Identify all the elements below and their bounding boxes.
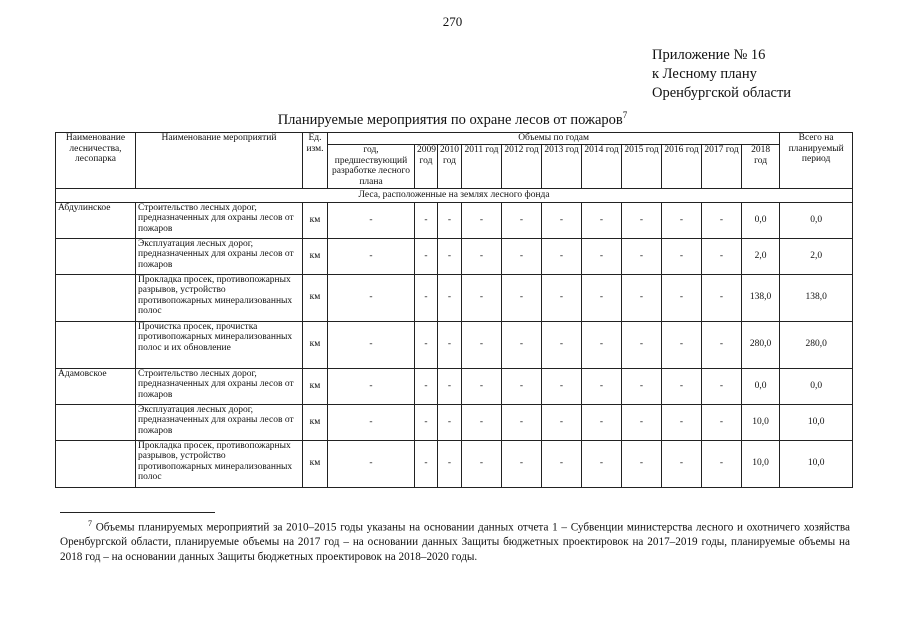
measure-cell: Эксплуатация лесных дорог, предназначенных для охраны лесов от пожаров: [136, 238, 303, 274]
appendix-line: Оренбургской области: [652, 85, 792, 101]
header-year: 2016 год: [662, 145, 702, 189]
year-value-cell: -: [582, 238, 622, 274]
year-value-cell: -: [582, 440, 622, 487]
forestry-cell: [56, 238, 136, 274]
year-value-cell: -: [622, 274, 662, 321]
table-row: [56, 368, 853, 404]
year-value-cell: -: [462, 404, 502, 440]
year-value-cell: -: [415, 238, 438, 274]
header-year: 2013 год: [542, 145, 582, 189]
year-value-cell: -: [502, 274, 542, 321]
year-value-cell: -: [415, 321, 438, 368]
prev-year-cell: -: [328, 404, 415, 440]
forestry-cell: [56, 321, 136, 368]
year-value-cell: -: [542, 202, 582, 238]
header-unit: Ед. изм.: [303, 133, 328, 189]
unit-cell: км: [303, 368, 328, 404]
header-year: 2011 год: [462, 145, 502, 189]
section-label: Леса, расположенные на землях лесного фонда: [56, 189, 853, 203]
unit-cell: км: [303, 202, 328, 238]
header-year: 2015 год: [622, 145, 662, 189]
year-value-cell: -: [622, 404, 662, 440]
year-value-cell: -: [415, 404, 438, 440]
year-value-cell: -: [438, 440, 462, 487]
prev-year-cell: -: [328, 368, 415, 404]
table-row: [56, 274, 853, 321]
header-year: 2010 год: [438, 145, 462, 189]
page-number: 270: [442, 14, 463, 29]
year-value-cell: -: [502, 238, 542, 274]
year-value-cell: -: [542, 404, 582, 440]
unit-cell: км: [303, 404, 328, 440]
year-value-cell: -: [662, 274, 702, 321]
prev-year-cell: -: [328, 440, 415, 487]
total-cell: 280,0: [780, 321, 853, 368]
year-value-cell: -: [415, 202, 438, 238]
year-value-cell: -: [502, 404, 542, 440]
forestry-cell: [56, 440, 136, 487]
footnote: [60, 517, 850, 564]
year-value-cell: -: [462, 321, 502, 368]
unit-cell: км: [303, 238, 328, 274]
year-value-cell: -: [662, 202, 702, 238]
table-row: [56, 202, 853, 238]
year-value-cell: -: [622, 238, 662, 274]
year-value-cell: -: [662, 440, 702, 487]
year-value-cell: -: [702, 404, 742, 440]
year-value-cell: -: [462, 202, 502, 238]
year-value-cell: -: [662, 321, 702, 368]
year-value-cell: -: [438, 238, 462, 274]
unit-cell: км: [303, 440, 328, 487]
measure-cell: Строительство лесных дорог, предназначенных для охраны лесов от пожаров: [136, 368, 303, 404]
year-value-cell: -: [702, 321, 742, 368]
header-measure: Наименование мероприятий: [136, 133, 303, 189]
year-value-cell: -: [662, 238, 702, 274]
year-value-cell: -: [542, 321, 582, 368]
year-value-cell: -: [662, 404, 702, 440]
year-value-cell: -: [462, 238, 502, 274]
table-row: [56, 238, 853, 274]
year-value-cell: -: [542, 238, 582, 274]
forestry-cell: Абдулинское: [56, 202, 136, 238]
year-value-cell: -: [702, 274, 742, 321]
year-value-cell: 0,0: [742, 368, 780, 404]
year-value-cell: 10,0: [742, 404, 780, 440]
header-forestry: Наименование лесничества, лесопарка: [56, 133, 136, 189]
header-year: 2014 год: [582, 145, 622, 189]
total-cell: 0,0: [780, 202, 853, 238]
measure-cell: Прокладка просек, противопожарных разрывов, устройство противопожарных минерализованных полос: [136, 440, 303, 487]
table-title: [0, 110, 905, 129]
total-cell: 2,0: [780, 238, 853, 274]
year-value-cell: -: [502, 368, 542, 404]
year-value-cell: 138,0: [742, 274, 780, 321]
header-total: Всего на планируемый период: [780, 133, 853, 189]
year-value-cell: -: [622, 368, 662, 404]
measure-cell: Прокладка просек, противопожарных разрывов, устройство противопожарных минерализованных полос: [136, 274, 303, 321]
table-row: [56, 440, 853, 487]
table-row: [56, 404, 853, 440]
year-value-cell: -: [542, 274, 582, 321]
year-value-cell: -: [702, 440, 742, 487]
year-value-cell: -: [622, 202, 662, 238]
prev-year-cell: -: [328, 274, 415, 321]
header-prev-year: год, предшествующий разработке лесного плана: [328, 145, 415, 189]
header-year: 2017 год: [702, 145, 742, 189]
year-value-cell: 0,0: [742, 202, 780, 238]
year-value-cell: -: [622, 440, 662, 487]
year-value-cell: -: [662, 368, 702, 404]
year-value-cell: -: [415, 368, 438, 404]
forestry-cell: Адамовское: [56, 368, 136, 404]
table-row: [56, 321, 853, 368]
total-cell: 138,0: [780, 274, 853, 321]
year-value-cell: -: [438, 274, 462, 321]
section-row: [56, 189, 853, 203]
prev-year-cell: -: [328, 321, 415, 368]
year-value-cell: -: [582, 368, 622, 404]
header-volumes: Объемы по годам: [328, 133, 780, 145]
total-cell: 10,0: [780, 440, 853, 487]
year-value-cell: -: [542, 440, 582, 487]
year-value-cell: -: [502, 321, 542, 368]
year-value-cell: -: [438, 404, 462, 440]
fire-protection-table-wrap: [55, 132, 852, 500]
year-value-cell: -: [702, 368, 742, 404]
footnote-text: Объемы планируемых мероприятий за 2010–2015 годы указаны на основании данных отчета 1 – Субвенции министерства лесного и охотничего хозяйства Оренбургской области, планируемые объемы на 2017 год – на основании данных Защиты бюджетных проектировок на 2017–2019 годы, планируемые объемы на 2018 год – на основании данных Защиты бюджетных проектировок на 2018–2020 годы.: [60, 521, 850, 563]
forestry-cell: [56, 274, 136, 321]
year-value-cell: -: [438, 368, 462, 404]
year-value-cell: -: [462, 440, 502, 487]
prev-year-cell: -: [328, 238, 415, 274]
total-cell: 10,0: [780, 404, 853, 440]
year-value-cell: -: [502, 440, 542, 487]
year-value-cell: -: [582, 404, 622, 440]
header-year: 2012 год: [502, 145, 542, 189]
year-value-cell: -: [582, 274, 622, 321]
year-value-cell: -: [415, 274, 438, 321]
appendix-heading: [652, 46, 791, 103]
year-value-cell: -: [702, 202, 742, 238]
year-value-cell: -: [622, 321, 662, 368]
header-year: 2009 год: [415, 145, 438, 189]
footnote-mark: 7: [88, 519, 92, 528]
year-value-cell: -: [438, 202, 462, 238]
appendix-line: к Лесному плану: [652, 66, 757, 82]
year-value-cell: -: [438, 321, 462, 368]
year-value-cell: -: [502, 202, 542, 238]
measure-cell: Строительство лесных дорог, предназначенных для охраны лесов от пожаров: [136, 202, 303, 238]
footnote-separator: [60, 512, 215, 513]
year-value-cell: -: [702, 238, 742, 274]
measure-cell: Прочистка просек, прочистка противопожарных минерализованных полос и их обновление: [136, 321, 303, 368]
year-value-cell: 10,0: [742, 440, 780, 487]
year-value-cell: 280,0: [742, 321, 780, 368]
year-value-cell: -: [582, 202, 622, 238]
footnote-ref: 7: [622, 110, 628, 120]
year-value-cell: -: [542, 368, 582, 404]
appendix-line: Приложение № 16: [652, 47, 766, 63]
unit-cell: км: [303, 274, 328, 321]
unit-cell: км: [303, 321, 328, 368]
measure-cell: Эксплуатация лесных дорог, предназначенных для охраны лесов от пожаров: [136, 404, 303, 440]
table-title-text: Планируемые мероприятия по охране лесов от пожаров: [277, 111, 623, 128]
header-year: 2018 год: [742, 145, 780, 189]
total-cell: 0,0: [780, 368, 853, 404]
year-value-cell: -: [462, 368, 502, 404]
year-value-cell: -: [462, 274, 502, 321]
forestry-cell: [56, 404, 136, 440]
year-value-cell: -: [415, 440, 438, 487]
fire-protection-table: [55, 132, 853, 488]
prev-year-cell: -: [328, 202, 415, 238]
year-value-cell: -: [582, 321, 622, 368]
year-value-cell: 2,0: [742, 238, 780, 274]
